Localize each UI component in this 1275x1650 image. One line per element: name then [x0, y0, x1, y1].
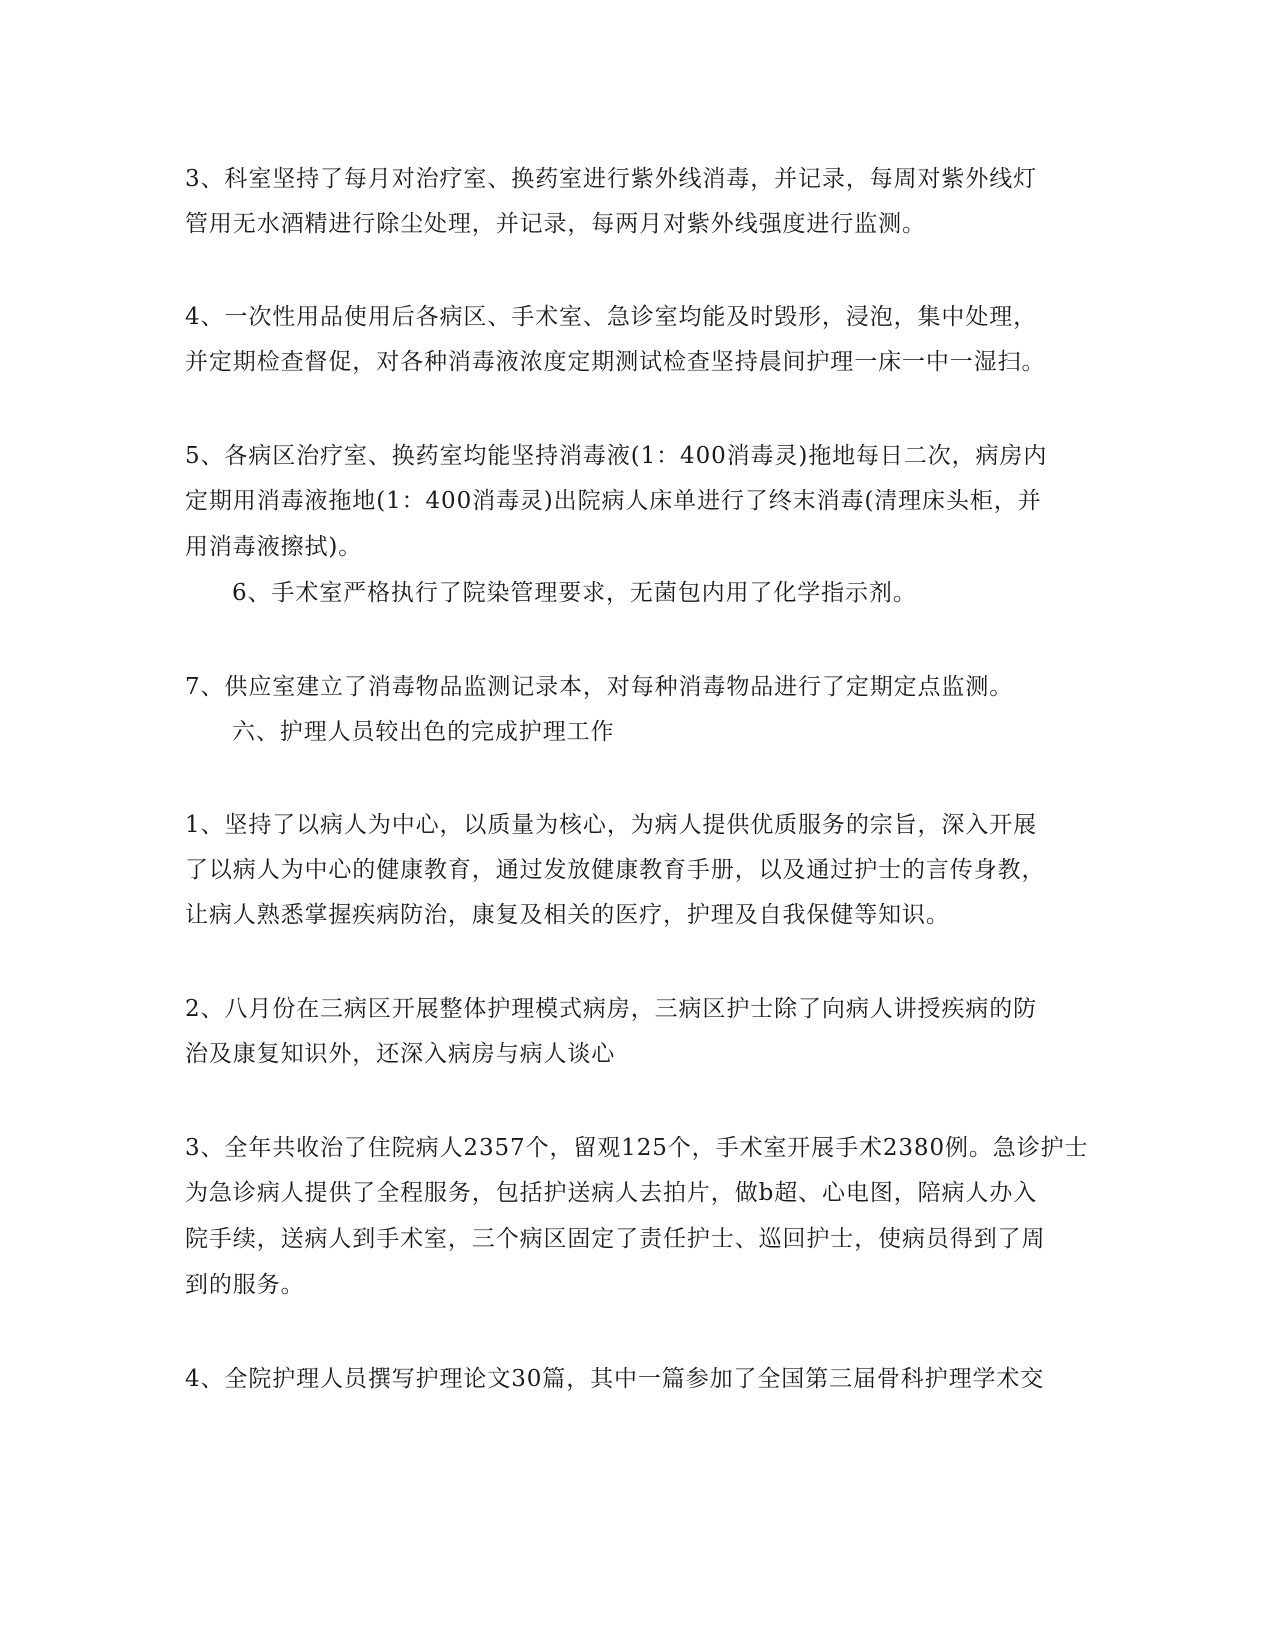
item-2-line-1: 2、八月份在三病区开展整体护理模式病房，三病区护士除了向病人讲授疾病的防 [185, 996, 1038, 1022]
item-3-line-1: 3、全年共收治了住院病人2357个，留观125个，手术室开展手术2380例。急诊护士 [185, 1135, 1089, 1161]
item-3-line-3: 院手续，送病人到手术室，三个病区固定了责任护士、巡回护士，使病员得到了周 [185, 1226, 1046, 1252]
item-3-line-4: 到的服务。 [185, 1272, 305, 1298]
paragraph-5-line-3: 用消毒液擦拭)。 [185, 534, 363, 560]
item-4-line-1: 4、全院护理人员撰写护理论文30篇，其中一篇参加了全国第三届骨科护理学术交 [185, 1366, 1045, 1392]
item-1-line-3: 让病人熟悉掌握疾病防治，康复及相关的医疗，护理及自我保健等知识。 [185, 902, 950, 928]
paragraph-7-line-1: 7、供应室建立了消毒物品监测记录本，对每种消毒物品进行了定期定点监测。 [185, 674, 1014, 700]
paragraph-6-line-1: 6、手术室严格执行了院染管理要求，无菌包内用了化学指示剂。 [232, 580, 917, 606]
paragraph-4-line-1: 4、一次性用品使用后各病区、手术室、急诊室均能及时毁形，浸泡，集中处理， [185, 304, 1038, 330]
item-1-line-2: 了以病人为中心的健康教育，通过发放健康教育手册，以及通过护士的言传身教， [185, 857, 1046, 883]
paragraph-4-line-2: 并定期检查督促，对各种消毒液浓度定期测试检查坚持晨间护理一床一中一湿扫。 [185, 349, 1046, 375]
paragraph-5-line-2: 定期用消毒液拖地(1：400消毒灵)出院病人床单进行了终末消毒(清理床头柜，并 [185, 488, 1042, 514]
item-2-line-2: 治及康复知识外，还深入病房与病人谈心 [185, 1041, 616, 1067]
section-heading-6: 六、护理人员较出色的完成护理工作 [232, 719, 615, 745]
paragraph-3-line-2: 管用无水酒精进行除尘处理，并记录，每两月对紫外线强度进行监测。 [185, 211, 926, 237]
paragraph-5-line-1: 5、各病区治疗室、换药室均能坚持消毒液(1：400消毒灵)拖地每日二次，病房内 [185, 443, 1048, 469]
item-3-line-2: 为急诊病人提供了全程服务，包括护送病人去拍片，做b超、心电图，陪病人办入 [185, 1180, 1038, 1206]
paragraph-3-line-1: 3、科室坚持了每月对治疗室、换药室进行紫外线消毒，并记录，每周对紫外线灯 [185, 166, 1038, 192]
item-1-line-1: 1、坚持了以病人为中心，以质量为核心，为病人提供优质服务的宗旨，深入开展 [185, 812, 1038, 838]
